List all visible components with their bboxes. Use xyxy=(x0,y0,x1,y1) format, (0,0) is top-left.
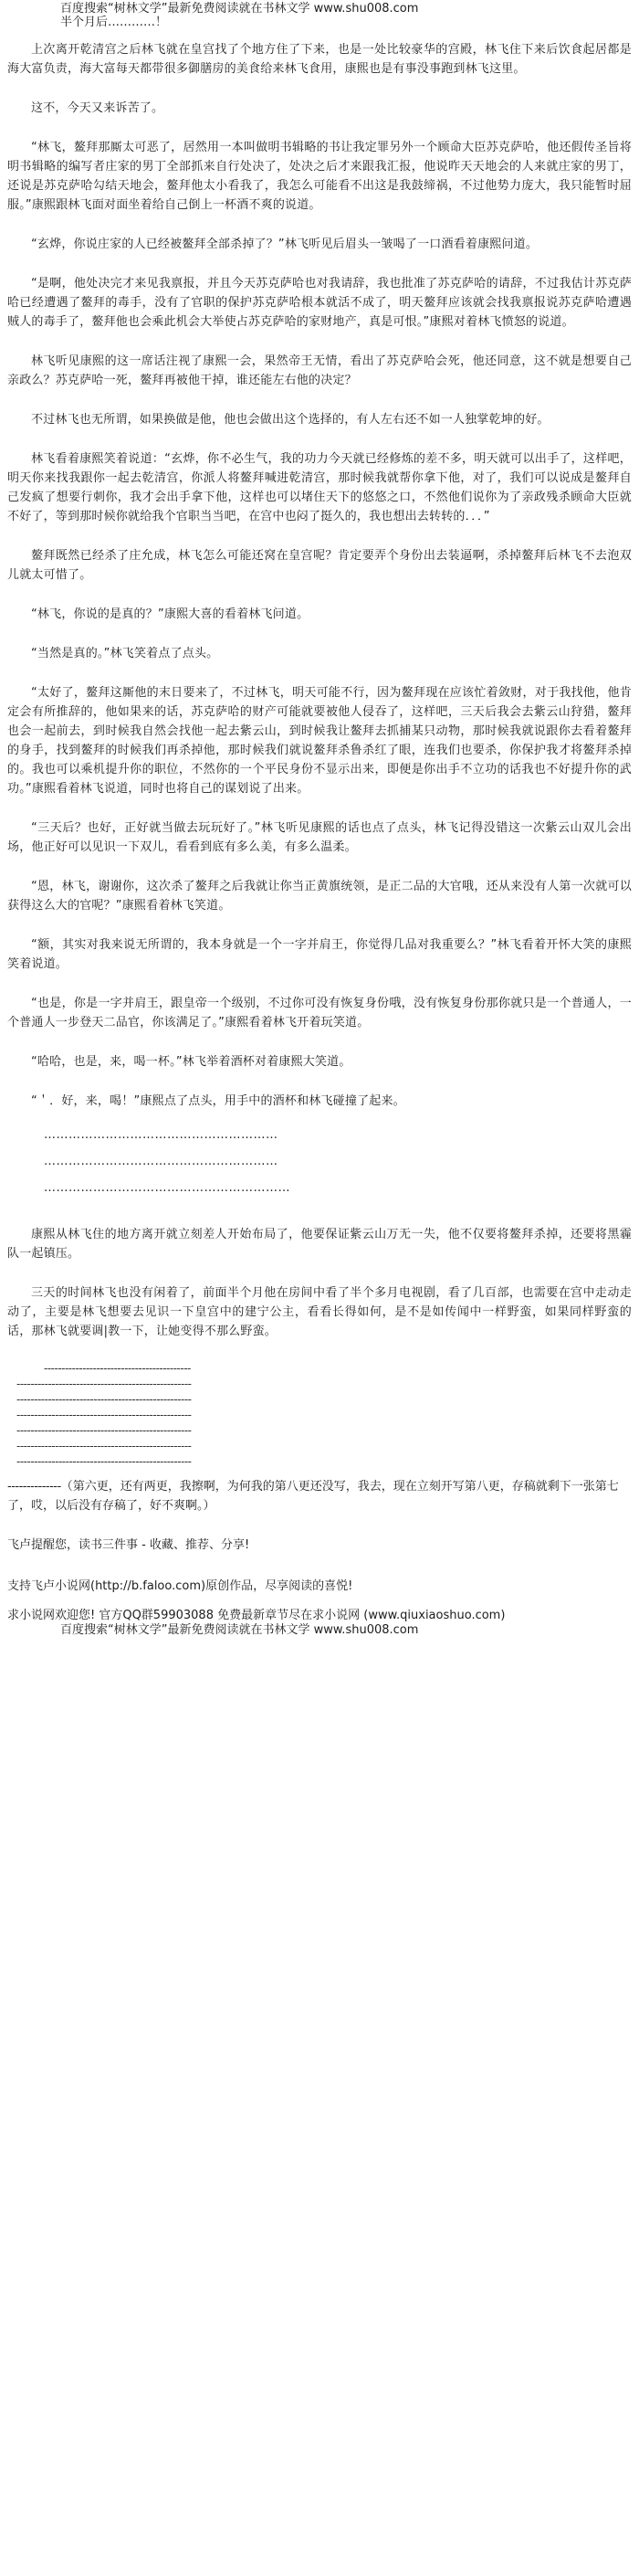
paragraph: 林飞看着康熙笑着说道：“玄烨，你不必生气，我的功力今天就已经修炼的差不多，明天就可以出手了，这样吧，明天你来找我跟你一起去乾清宫，你派人将鳌拜喊进乾清宫，那时候我就帮你拿下他，对了，我们可以说成是鳌拜自己发疯了想要行刺你，我才会出手拿下他，这样也可以堵住天下的悠悠之口，不然他们说你为了亲政残杀顾命大臣就不好了，等到那时候你就给我个官职当当吧，在宫中也闷了挺久的，我也想出去转转的．．．” xyxy=(7,452,632,523)
paragraph: “也是，你是一字并肩王，跟皇帝一个级别，不过你可没有恢复身份哦，没有恢复身份那你就只是一个普通人，一个普通人一步登天二品官，你该满足了。”康熙看着林飞开着玩笑道。 xyxy=(7,997,632,1029)
author-note-text: （第六更，还有两更，我擦啊，为何我的第八更还没写，我去，现在立刻开写第八更，存稿就剩下一张第七了，哎，以后没有存稿了，好不爽啊。） xyxy=(7,1480,619,1513)
ellipsis-divider: ………………………………………………… xyxy=(44,1128,278,1142)
paragraph: 三天的时间林飞也没有闲着了，前面半个月他在房间中看了半个多月电视剧，看了几百部，也需要在宫中走动走动了，主要是林飞想要去见识一下皇宫中的建宁公主，看看长得如何，是不是如传闻中一样野蛮，如果同样野蛮的话，那林飞就要调|教一下，让她变得不那么野蛮。 xyxy=(7,1286,632,1338)
dash-line: -------------------------------------------------- xyxy=(16,1424,192,1437)
paragraph: 不过林飞也无所谓，如果换做是他，他也会做出这个选择的，有人左右还不如一人独掌乾坤的好。 xyxy=(31,413,550,427)
chapter-subline: 半个月后…………！ xyxy=(60,16,168,29)
paragraph: “当然是真的。”林飞笑着点了点头。 xyxy=(31,647,219,660)
paragraph: “＇．好，来，喝！”康熙点了点头，用手中的酒杯和林飞碰撞了起来。 xyxy=(31,1094,405,1108)
author-note xyxy=(7,1477,632,1515)
paragraph: 鳌拜既然已经杀了庄允成，林飞怎么可能还窝在皇宫呢？肯定要弄个身份出去装逼啊，杀掉鳌拜后林飞不去泡双儿就太可惜了。 xyxy=(7,549,632,582)
paragraph: 林飞听见康熙的这一席话注视了康熙一会，果然帝王无情，看出了苏克萨哈会死，他还同意，这不就是想要自己亲政么？苏克萨哈一死，鳌拜再被他干掉，谁还能左右他的决定？ xyxy=(7,354,632,387)
paragraph: “林飞，鳌拜那厮太可恶了，居然用一本叫做明书辑略的书让我定罪另外一个顾命大臣苏克萨哈，他还假传圣旨将明书辑略的编写者庄家的男丁全部抓来自行处决了，处决之后才来跟我汇报，他说昨天天地会的人来就庄家的男丁，还说是苏克萨哈勾结天地会，鳌拜他太小看我了，我怎么可能看不出这是我鼓缔祸，不过他势力庞大，我只能暂时屈服。”康熙跟林飞面对面坐着给自己倒上一杯酒不爽的说道。 xyxy=(7,141,632,212)
paragraph: “太好了，鳌拜这厮他的末日要来了，不过林飞，明天可能不行，因为鳌拜现在应该忙着敛财，对于我找他，他肯定会有所推辞的，他如果来的话，苏克萨哈的财产可能就要被他人侵吞了，这样吧，三天后我会去紫云山狩猎，鳌拜也会一起前去，到时候我自然会找他一起去紫云山，到时候我让鳌拜去抓捕某只动物，那时候我就说跟你去看着鳌拜的身手，找到鳌拜的时候我们再杀掉他，那时候我们就说鳌拜杀鲁杀红了眼，连我们也要杀，你保护我才将鳌拜杀掉的。我也可以乘机提升你的职位，不然你的一个平民身份不显示出来，即便是你出手不立功的话我也不好提升你的武功。”康熙看着林飞说道，同时也将自己的谋划说了出来。 xyxy=(7,686,632,796)
ellipsis-divider: …………………………………………………… xyxy=(44,1181,290,1195)
footer-site-line: 求小说网欢迎您! 官方QQ群59903088 免费最新章节尽在求小说网 (www.qiuxiaoshuo.com) xyxy=(7,1609,506,1622)
dash-line: -------------------------------------------------- xyxy=(16,1455,192,1468)
top-banner: 百度搜索“树林文学”最新免费阅读就在书林文学 www.shu008.com xyxy=(60,2,419,16)
bottom-banner: 百度搜索“树林文学”最新免费阅读就在书林文学 www.shu008.com xyxy=(60,1623,419,1637)
ellipsis-divider: ………………………………………………… xyxy=(44,1155,278,1168)
paragraph: 上次离开乾清宫之后林飞就在皇宫找了个地方住了下来，也是一处比较豪华的宫殿，林飞住下来后饮食起居都是海大富负责，海大富每天都带很多御膳房的美食给来林飞食用，康熙也是有事没事跑到林飞这里。 xyxy=(7,43,632,76)
paragraph: “三天后？也好，正好就当做去玩玩好了。”林飞听见康熙的话也点了点头，林飞记得没错这一次紫云山双儿会出场，他正好可以见识一下双儿，看看到底有多么美，有多么温柔。 xyxy=(7,821,632,854)
dash-divider-block xyxy=(7,1361,632,1470)
paragraph: “恩，林飞，谢谢你，这次杀了鳌拜之后我就让你当正黄旗统领，是正二品的大官哦，还从来没有人第一次就可以获得这么大的官呢？”康熙看着林飞笑道。 xyxy=(7,880,632,913)
dash-line: -------------------------------------------------- xyxy=(16,1440,192,1452)
paragraph: 这不，今天又来诉苦了。 xyxy=(31,101,164,115)
paragraph: “哈哈，也是，来，喝一杯。”林飞举着酒杯对着康熙大笑道。 xyxy=(31,1055,351,1069)
paragraph: 康熙从林飞住的地方离开就立刻差人开始布局了，他要保证紫云山万无一失，他不仅要将鳌拜杀掉，还要将黑霾队一起镇压。 xyxy=(7,1228,632,1261)
reminder-text: 飞卢提醒您，读书三件事 - 收藏、推荐、分享! xyxy=(7,1538,250,1552)
support-text: 支持飞卢小说网(http://b.faloo.com)原创作品，尽享阅读的喜悦! xyxy=(7,1579,353,1593)
paragraph: “玄烨，你说庄家的人已经被鳌拜全部杀掉了？”林飞听见后眉头一皱喝了一口酒看着康熙问道。 xyxy=(31,238,539,251)
dash-line: -------------------------------------------------- xyxy=(16,1393,192,1406)
paragraph: “林飞，你说的是真的？”康熙大喜的看着林飞问道。 xyxy=(31,607,309,621)
paragraph: “是啊，他处决完才来见我禀报，并且今天苏克萨哈也对我请辞，我也批准了苏克萨哈的请辞，不过我估计苏克萨哈已经遭遇了鳌拜的毒手，没有了官职的保护苏克萨哈根本就活不成了，明天鳌拜应该就会找我禀报说苏克萨哈遭遇贼人的毒手了，鳌拜他也会乘此机会大举使占苏克萨哈的家财地产，真是可恨。”康熙对着林飞愤怒的说道。 xyxy=(7,277,632,329)
dash-line: ------------------------------------------ xyxy=(44,1362,191,1375)
dash-line: -------------------------------------------------- xyxy=(16,1409,192,1421)
author-note-lead: -------------- xyxy=(7,1480,61,1494)
paragraph: “额，其实对我来说无所谓的，我本身就是一个一字并肩王，你觉得几品对我重要么？”林飞看着开怀大笑的康熙笑着说道。 xyxy=(7,938,632,971)
dash-line: -------------------------------------------------- xyxy=(16,1378,192,1390)
